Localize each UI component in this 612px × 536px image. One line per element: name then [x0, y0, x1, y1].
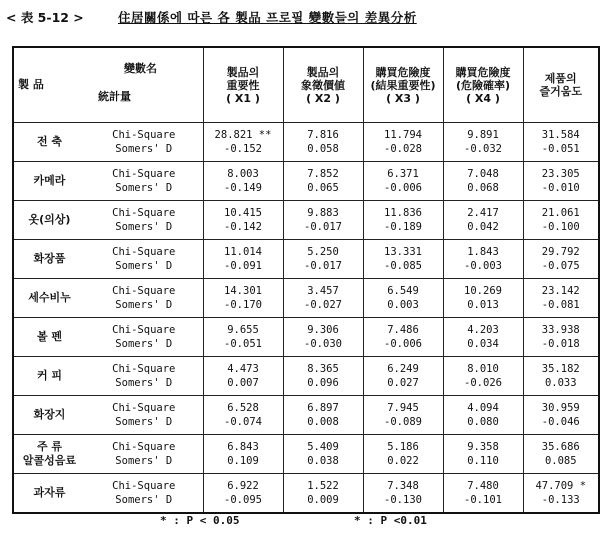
- statistic-name-cell: Chi-Square Somers' D: [85, 279, 203, 318]
- statistic-name-cell: Chi-Square Somers' D: [85, 435, 203, 474]
- table-row: [13, 123, 599, 162]
- table-row: [13, 162, 599, 201]
- statistic-name-cell: Chi-Square Somers' D: [85, 318, 203, 357]
- statistic-name-cell: Chi-Square Somers' D: [85, 474, 203, 513]
- header-row: [13, 47, 599, 123]
- value-cell: 7.852 0.065: [283, 162, 363, 201]
- value-cell: 31.584 -0.051: [523, 123, 599, 162]
- product-name-cell: 세수비누: [13, 279, 85, 318]
- value-cell: 47.709 * -0.133: [523, 474, 599, 513]
- product-name-cell: 화장품: [13, 240, 85, 279]
- table-row: [13, 435, 599, 474]
- value-cell: 7.486 -0.006: [363, 318, 443, 357]
- value-cell: 23.305 -0.010: [523, 162, 599, 201]
- table-row: [13, 201, 599, 240]
- value-cell: 13.331 -0.085: [363, 240, 443, 279]
- header-corner-cell: [13, 47, 203, 123]
- table-row: [13, 396, 599, 435]
- value-cell: 28.821 ** -0.152: [203, 123, 283, 162]
- value-cell: 7.945 -0.089: [363, 396, 443, 435]
- column-header-x1: 製品의 重要性 ( X1 ): [203, 47, 283, 123]
- value-cell: 4.094 0.080: [443, 396, 523, 435]
- column-header-x3: 購買危險度 (結果重要性) ( X3 ): [363, 47, 443, 123]
- table-title: 住居關係에 따른 各 製品 프로필 變數들의 差異分析: [118, 10, 417, 25]
- table-body: [13, 123, 599, 513]
- value-cell: 6.249 0.027: [363, 357, 443, 396]
- product-name-cell: 옷(의상): [13, 201, 85, 240]
- value-cell: 11.794 -0.028: [363, 123, 443, 162]
- value-cell: 7.348 -0.130: [363, 474, 443, 513]
- value-cell: 4.203 0.034: [443, 318, 523, 357]
- value-cell: 6.549 0.003: [363, 279, 443, 318]
- column-header-x2: 製品의 象徵價値 ( X2 ): [283, 47, 363, 123]
- value-cell: 8.010 -0.026: [443, 357, 523, 396]
- column-header-x4: 購買危險度 (危險確率) ( X4 ): [443, 47, 523, 123]
- value-cell: 4.473 0.007: [203, 357, 283, 396]
- statistic-name-cell: Chi-Square Somers' D: [85, 240, 203, 279]
- value-cell: 3.457 -0.027: [283, 279, 363, 318]
- value-cell: 21.061 -0.100: [523, 201, 599, 240]
- statistic-name-cell: Chi-Square Somers' D: [85, 162, 203, 201]
- value-cell: 9.883 -0.017: [283, 201, 363, 240]
- value-cell: 7.048 0.068: [443, 162, 523, 201]
- value-cell: 5.409 0.038: [283, 435, 363, 474]
- column-header-enjoyment: 제품의 즐거움도: [523, 47, 599, 123]
- table-row: [13, 240, 599, 279]
- product-name-cell: 주 류 알콜성음료: [13, 435, 85, 474]
- value-cell: 35.182 0.033: [523, 357, 599, 396]
- table-row: [13, 474, 599, 513]
- value-cell: 7.816 0.058: [283, 123, 363, 162]
- value-cell: 35.686 0.085: [523, 435, 599, 474]
- statistic-label: 統計量: [98, 90, 131, 103]
- statistic-name-cell: Chi-Square Somers' D: [85, 123, 203, 162]
- table-caption: [6, 8, 606, 28]
- product-label: 製 品: [18, 78, 44, 91]
- product-name-cell: 전 축: [13, 123, 85, 162]
- value-cell: 7.480 -0.101: [443, 474, 523, 513]
- statistics-table: [12, 46, 600, 514]
- product-name-cell: 화장지: [13, 396, 85, 435]
- value-cell: 6.528 -0.074: [203, 396, 283, 435]
- value-cell: 8.365 0.096: [283, 357, 363, 396]
- value-cell: 33.938 -0.018: [523, 318, 599, 357]
- value-cell: 5.250 -0.017: [283, 240, 363, 279]
- table-row: [13, 318, 599, 357]
- value-cell: 30.959 -0.046: [523, 396, 599, 435]
- table-number: < 表 5-12 >: [6, 10, 84, 25]
- statistic-name-cell: Chi-Square Somers' D: [85, 396, 203, 435]
- value-cell: 2.417 0.042: [443, 201, 523, 240]
- value-cell: 6.843 0.109: [203, 435, 283, 474]
- value-cell: 1.843 -0.003: [443, 240, 523, 279]
- table-row: [13, 357, 599, 396]
- statistic-name-cell: Chi-Square Somers' D: [85, 357, 203, 396]
- variable-label: 變數名: [124, 62, 157, 75]
- value-cell: 10.415 -0.142: [203, 201, 283, 240]
- value-cell: 10.269 0.013: [443, 279, 523, 318]
- footnote-single-star: * : P < 0.05: [160, 514, 240, 527]
- value-cell: 9.655 -0.051: [203, 318, 283, 357]
- value-cell: 1.522 0.009: [283, 474, 363, 513]
- value-cell: 9.358 0.110: [443, 435, 523, 474]
- value-cell: 5.186 0.022: [363, 435, 443, 474]
- value-cell: 11.836 -0.189: [363, 201, 443, 240]
- product-name-cell: 커 피: [13, 357, 85, 396]
- value-cell: 14.301 -0.170: [203, 279, 283, 318]
- table-row: [13, 279, 599, 318]
- value-cell: 11.014 -0.091: [203, 240, 283, 279]
- product-name-cell: 카메라: [13, 162, 85, 201]
- value-cell: 9.306 -0.030: [283, 318, 363, 357]
- value-cell: 9.891 -0.032: [443, 123, 523, 162]
- product-name-cell: 볼 펜: [13, 318, 85, 357]
- footnote-double-star: * : P <0.01: [354, 514, 427, 527]
- product-name-cell: 과자류: [13, 474, 85, 513]
- statistic-name-cell: Chi-Square Somers' D: [85, 201, 203, 240]
- value-cell: 6.922 -0.095: [203, 474, 283, 513]
- value-cell: 8.003 -0.149: [203, 162, 283, 201]
- value-cell: 29.792 -0.075: [523, 240, 599, 279]
- value-cell: 6.371 -0.006: [363, 162, 443, 201]
- value-cell: 23.142 -0.081: [523, 279, 599, 318]
- value-cell: 6.897 0.008: [283, 396, 363, 435]
